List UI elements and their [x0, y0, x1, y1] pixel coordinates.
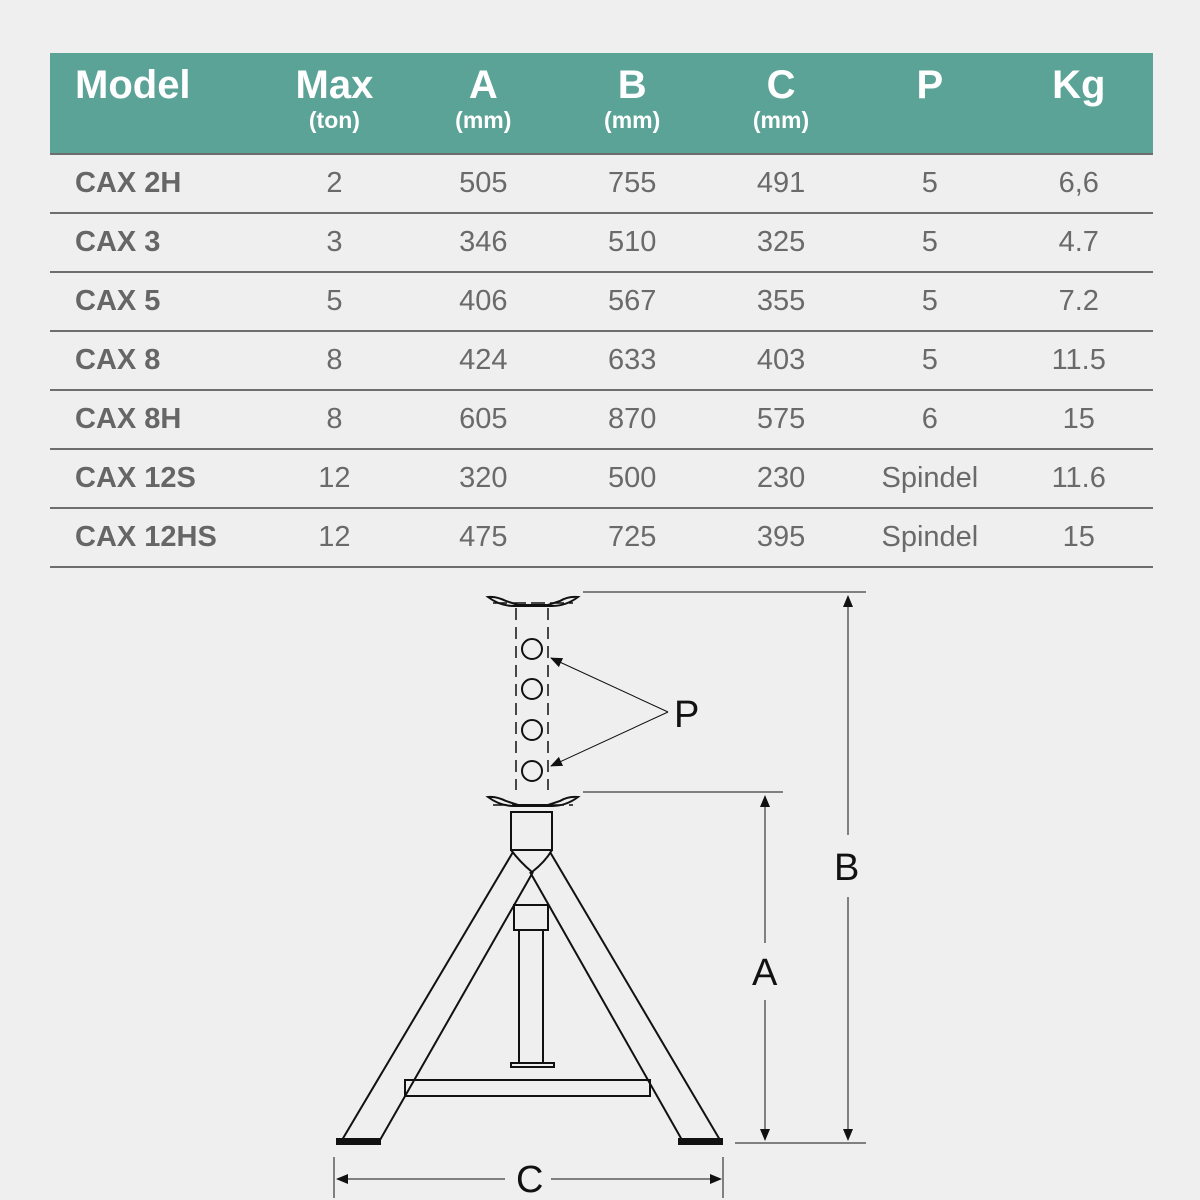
cell-a: 475 — [409, 508, 558, 567]
top-saddle — [488, 597, 578, 606]
cell-a: 605 — [409, 390, 558, 449]
header-c — [707, 53, 856, 154]
table-row — [50, 213, 1153, 272]
cell-c: 325 — [707, 213, 856, 272]
cell-a: 424 — [409, 331, 558, 390]
header-model — [50, 53, 260, 154]
cell-model: CAX 8H — [50, 390, 260, 449]
label-p: P — [674, 694, 700, 736]
table-row — [50, 449, 1153, 508]
cell-kg: 6,6 — [1004, 154, 1153, 213]
header-max-unit: (ton) — [308, 107, 360, 133]
cell-kg: 4.7 — [1004, 213, 1153, 272]
cell-b: 567 — [558, 272, 707, 331]
cell-model: CAX 12HS — [50, 508, 260, 567]
cross-bar — [405, 1080, 650, 1096]
cell-a: 406 — [409, 272, 558, 331]
dimension-lines — [334, 592, 866, 1198]
header-a-label: A — [468, 63, 498, 107]
inner-post-base — [511, 1063, 554, 1067]
cell-kg: 15 — [1004, 390, 1153, 449]
collar — [511, 812, 552, 850]
jack-stand-drawing — [337, 597, 722, 1144]
table-row — [50, 390, 1153, 449]
spec-table — [50, 53, 1153, 568]
right-foot — [679, 1139, 722, 1144]
header-c-unit: (mm) — [752, 107, 810, 133]
header-kg-label: Kg — [1052, 63, 1106, 107]
cell-max: 8 — [260, 331, 409, 390]
cell-p: 6 — [855, 390, 1004, 449]
cell-a: 346 — [409, 213, 558, 272]
table-row — [50, 508, 1153, 567]
cell-max: 12 — [260, 449, 409, 508]
cell-model: CAX 3 — [50, 213, 260, 272]
header-b-label: B — [617, 63, 647, 107]
cell-kg: 11.6 — [1004, 449, 1153, 508]
cell-c: 395 — [707, 508, 856, 567]
cell-b: 633 — [558, 331, 707, 390]
jack-stand-diagram — [0, 575, 1200, 1200]
cell-c: 575 — [707, 390, 856, 449]
table-row — [50, 154, 1153, 213]
cell-p: 5 — [855, 154, 1004, 213]
cell-p: 5 — [855, 272, 1004, 331]
p-leader-upper — [551, 658, 668, 712]
cell-model: CAX 2H — [50, 154, 260, 213]
header-b-unit: (mm) — [604, 107, 661, 133]
cell-max: 5 — [260, 272, 409, 331]
cell-c: 403 — [707, 331, 856, 390]
cell-max: 12 — [260, 508, 409, 567]
header-p-label: P — [916, 63, 944, 107]
p-leader-lower — [551, 712, 668, 766]
header-a — [409, 53, 558, 154]
table-header — [50, 53, 1153, 154]
pin-holes — [522, 639, 542, 781]
header-b — [558, 53, 707, 154]
cell-b: 510 — [558, 213, 707, 272]
cell-a: 320 — [409, 449, 558, 508]
left-foot — [337, 1139, 380, 1144]
cell-p: 5 — [855, 331, 1004, 390]
header-a-unit: (mm) — [455, 107, 512, 133]
cell-kg: 7.2 — [1004, 272, 1153, 331]
label-c: C — [516, 1159, 544, 1200]
inner-post — [519, 930, 543, 1063]
header-c-label: C — [766, 63, 796, 107]
cell-p: Spindel — [855, 449, 1004, 508]
header-max-label: Max — [295, 63, 374, 107]
cell-b: 725 — [558, 508, 707, 567]
cell-p: 5 — [855, 213, 1004, 272]
table-body — [50, 154, 1153, 567]
label-a: A — [752, 952, 778, 994]
cell-c: 355 — [707, 272, 856, 331]
cell-model: CAX 5 — [50, 272, 260, 331]
table-row — [50, 272, 1153, 331]
header-max — [260, 53, 409, 154]
cell-b: 870 — [558, 390, 707, 449]
label-b: B — [834, 847, 860, 889]
cell-kg: 15 — [1004, 508, 1153, 567]
cell-p: Spindel — [855, 508, 1004, 567]
cell-model: CAX 8 — [50, 331, 260, 390]
header-p — [855, 53, 1004, 154]
cell-max: 8 — [260, 390, 409, 449]
cell-a: 505 — [409, 154, 558, 213]
cell-b: 500 — [558, 449, 707, 508]
header-model-label: Model — [75, 63, 191, 107]
header-kg — [1004, 53, 1153, 154]
cell-model: CAX 12S — [50, 449, 260, 508]
inner-post-head — [514, 905, 548, 930]
cell-kg: 11.5 — [1004, 331, 1153, 390]
cell-c: 230 — [707, 449, 856, 508]
cell-c: 491 — [707, 154, 856, 213]
table-row — [50, 331, 1153, 390]
cell-max: 3 — [260, 213, 409, 272]
cell-b: 755 — [558, 154, 707, 213]
cell-max: 2 — [260, 154, 409, 213]
